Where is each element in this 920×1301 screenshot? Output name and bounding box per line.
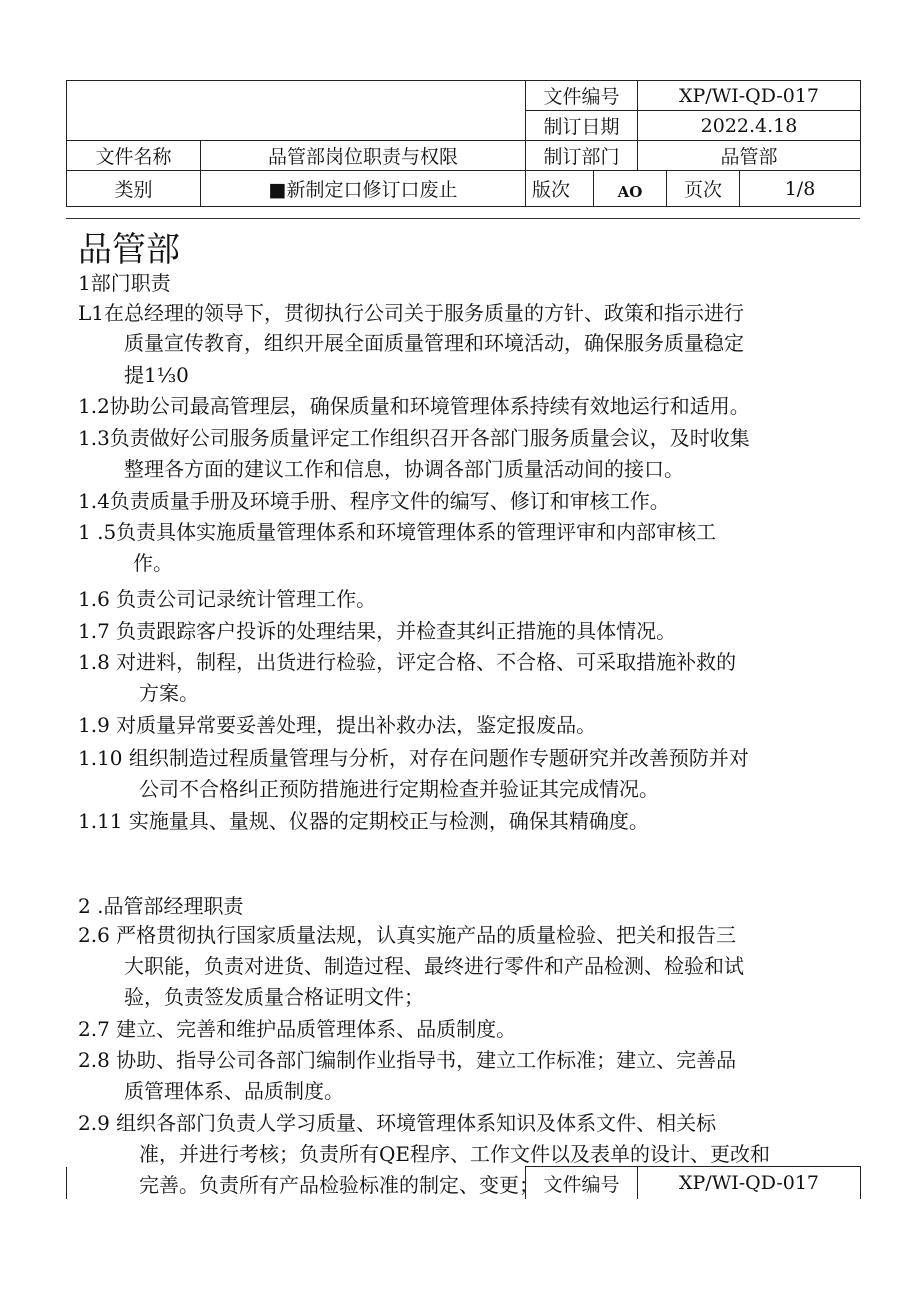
section1-line: 1.8 对进料，制程，出货进行检验，评定合格、不合格、可采取措施补救的 xyxy=(78,650,737,674)
section1-line: 公司不合格纠正预防措施进行定期检查并验证其完成情况。 xyxy=(139,777,659,801)
name-label: 文件名称 xyxy=(67,141,201,171)
section1-line: 1.4负责质量手册及环境手册、程序文件的编写、修订和审核工作。 xyxy=(78,489,670,513)
page-label: 页次 xyxy=(667,171,740,207)
footer-blank-cell xyxy=(67,1167,526,1200)
section1-line: 1.10 组织制造过程质量管理与分析，对存在问题作专题研究并改善预防并对 xyxy=(78,746,749,770)
section1-line: 1 .5负责具体实施质量管理体系和环境管理体系的管理评审和内部审核工 xyxy=(78,520,717,544)
section1-line: 方案。 xyxy=(139,681,199,705)
name-value: 品管部岗位职责与权限 xyxy=(201,141,526,171)
section2-line: 2.6 严格贯彻执行国家质量法规，认真实施产品的质量检验、把关和报告三 xyxy=(78,923,737,947)
section2-line: 大职能，负责对进货、制造过程、最终进行零件和产品检测、检验和试 xyxy=(124,954,744,978)
section1-line: 1.11 实施量具、量规、仪器的定期校正与检测，确保其精确度。 xyxy=(78,809,649,833)
type-label: 类别 xyxy=(67,171,201,207)
section2-line: 完善。负责所有产品检验标准的制定、变更； xyxy=(139,1173,539,1197)
footer-doc-no-label: 文件编号 xyxy=(526,1167,638,1200)
section1-line: 提1⅓0 xyxy=(124,363,189,387)
version-label: 版次 xyxy=(526,171,594,207)
section2-line: 质管理体系、品质制度。 xyxy=(124,1079,344,1103)
section1-line: 作。 xyxy=(133,551,173,575)
date-value: 2022.4.18 xyxy=(638,111,861,141)
header-separator xyxy=(66,218,860,219)
date-label: 制订日期 xyxy=(526,111,638,141)
dept-value: 品管部 xyxy=(638,141,861,171)
section2-line: 2.7 建立、完善和维护品质管理体系、品质制度。 xyxy=(78,1017,517,1041)
section1-line: 1.7 负责跟踪客户投诉的处理结果，并检查其纠正措施的具体情况。 xyxy=(78,619,677,643)
section1-line: L1在总经理的领导下，贯彻执行公司关于服务质量的方针、政策和指示进行 xyxy=(78,301,745,325)
document-header-table xyxy=(66,80,861,207)
page-title: 品管部 xyxy=(78,230,180,270)
section1-line: 1.9 对质量异常要妥善处理，提出补救办法，鉴定报废品。 xyxy=(78,713,597,737)
section1-line: 1.2协助公司最高管理层，确保质量和环境管理体系持续有效地运行和适用。 xyxy=(78,394,750,418)
footer-doc-no-value: XP/WI-QD-017 xyxy=(638,1167,861,1200)
section1-line: 1.6 负责公司记录统计管理工作。 xyxy=(78,587,377,611)
dept-label: 制订部门 xyxy=(526,141,638,171)
footer-header-table xyxy=(66,1166,861,1199)
section1-line: 1.3负责做好公司服务质量评定工作组织召开各部门服务质量会议，及时收集 xyxy=(78,426,750,450)
doc-no-label: 文件编号 xyxy=(526,81,638,111)
page-value: 1/8 xyxy=(740,171,861,207)
section1-line: 整理各方面的建议工作和信息，协调各部门质量活动间的接口。 xyxy=(124,457,684,481)
section2-heading: 2 .品管部经理职责 xyxy=(78,894,244,918)
section2-line: 2.9 组织各部门负责人学习质量、环境管理体系知识及体系文件、相关标 xyxy=(78,1111,717,1135)
type-value: ■新制定口修订口废止 xyxy=(201,171,526,207)
section2-line: 验，负责签发质量合格证明文件； xyxy=(124,985,424,1009)
version-value: AO xyxy=(594,171,667,207)
section2-line: 准，并进行考核；负责所有QE程序、工作文件以及表单的设计、更改和 xyxy=(139,1142,770,1166)
section1-line: 质量宣传教育，组织开展全面质量管理和环境活动，确保服务质量稳定 xyxy=(124,331,744,355)
section1-heading: 1部门职责 xyxy=(78,271,171,295)
section2-line: 2.8 协助、指导公司各部门编制作业指导书，建立工作标准；建立、完善品 xyxy=(78,1048,737,1072)
doc-no-value: XP/WI-QD-017 xyxy=(638,81,861,111)
